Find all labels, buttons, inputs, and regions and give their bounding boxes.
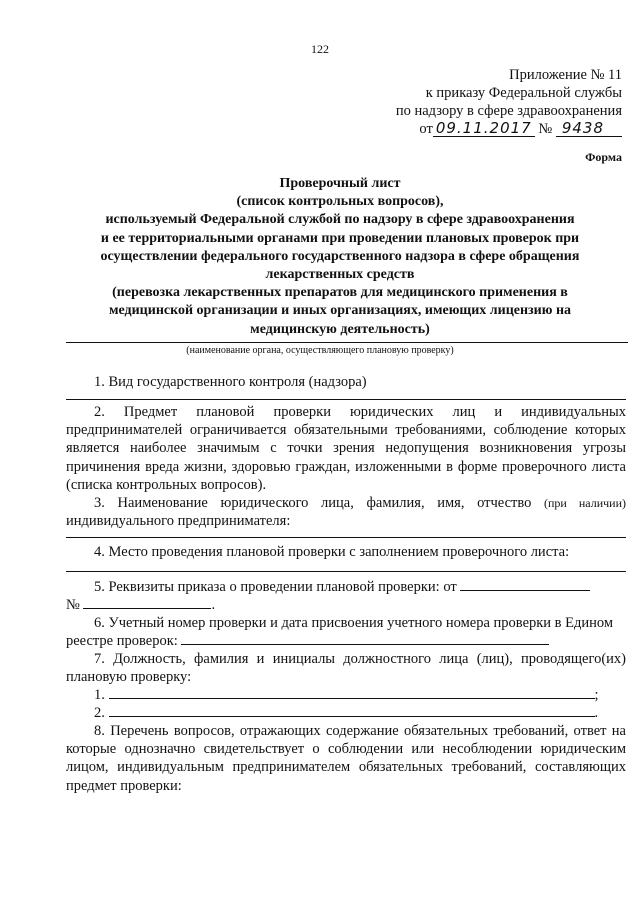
- item-3-note: (при наличии): [544, 496, 627, 510]
- item-7-field-2[interactable]: [109, 704, 595, 717]
- title-line: медицинскую деятельность): [250, 321, 430, 337]
- item-7-end-2: .: [594, 705, 599, 721]
- item-3-entity-name: [66, 494, 626, 530]
- item-5-date-field[interactable]: [460, 578, 590, 591]
- item-2-subject: 2. Предмет плановой проверки юридических лиц и индивидуальных предпринимателей ограничивается обязательными требованиями, соблюдение которых является наиболее значимым с точки зрения недопущения возникновения угрозы причинения вреда жизни, здоровью граждан, изложенными в форме проверочного листа (списка контрольных вопросов).: [66, 404, 626, 493]
- item-7-entry-1: [94, 686, 599, 704]
- title-line: (перевозка лекарственных препаратов для медицинского применения в: [112, 285, 568, 301]
- item-7-entry-2: [94, 704, 598, 722]
- title-line: медицинской организации и иных организациях, имеющих лицензию на: [108, 303, 572, 319]
- item-7-number-2: 2.: [94, 705, 105, 721]
- item-7-inspectors: 7. Должность, фамилия и инициалы должностного лица (лиц), проводящего(их) плановую проверку:: [66, 651, 626, 686]
- authority-name-line[interactable]: [66, 342, 628, 343]
- item-3-answer-line[interactable]: [66, 537, 626, 538]
- page-number: 122: [311, 42, 329, 56]
- form-label: Форма: [585, 150, 622, 164]
- item-6-registry-line2: [66, 632, 549, 650]
- item-1-answer-line[interactable]: [66, 399, 626, 400]
- item-5-order-details: [94, 578, 590, 596]
- item-1-control-type: 1. Вид государственного контроля (надзора): [94, 374, 367, 390]
- handwritten-number: 9438: [556, 120, 622, 137]
- title-line: лекарственных средств: [265, 267, 415, 283]
- title-line: Проверочный лист: [279, 176, 401, 191]
- item-5-number-row: [66, 596, 215, 614]
- item-4-answer-line[interactable]: [66, 571, 626, 572]
- item-6-text: реестре проверок:: [66, 633, 178, 649]
- document-title: [70, 175, 610, 339]
- title-line: осуществлении федерального государственного надзора в сфере обращения: [100, 248, 580, 264]
- authority-caption: (наименование органа, осуществляющего плановую проверку): [186, 345, 454, 356]
- item-5-number-field[interactable]: [83, 596, 211, 609]
- appendix-order-line: к приказу Федеральной службы: [425, 85, 622, 101]
- appendix-agency-line: по надзору в сфере здравоохранения: [395, 103, 622, 119]
- item-4-place: 4. Место проведения плановой проверки с заполнением проверочного листа:: [94, 544, 570, 560]
- item-5-end: .: [211, 597, 216, 613]
- item-5-number-label: №: [66, 597, 80, 613]
- item-3-text: 3. Наименование юридического лица, фамилия, имя, отчество: [94, 495, 532, 511]
- item-7-end-1: ;: [594, 687, 599, 703]
- title-line: и ее территориальными органами при проведении плановых проверок при: [100, 230, 580, 246]
- appendix-title: Приложение № 11: [509, 67, 622, 83]
- item-6-answer-field[interactable]: [181, 632, 549, 645]
- title-line: используемый Федеральной службой по надзору в сфере здравоохранения: [105, 212, 575, 228]
- from-label: от: [419, 121, 433, 137]
- appendix-header: [396, 66, 622, 138]
- title-line: (список контрольных вопросов),: [236, 194, 444, 210]
- item-3-tail: индивидуального предпринимателя:: [66, 513, 291, 530]
- item-6-registry-line1: 6. Учетный номер проверки и дата присвоения учетного номера проверки в Едином: [94, 615, 614, 631]
- item-7-number-1: 1.: [94, 687, 105, 703]
- item-5-text: 5. Реквизиты приказа о проведении плановой проверки: от: [94, 579, 457, 595]
- number-label: №: [538, 121, 553, 137]
- appendix-date-number: [396, 120, 622, 138]
- item-8-questions: 8. Перечень вопросов, отражающих содержание обязательных требований, ответ на которые однозначно свидетельствует о соблюдении или несоблюдении юридическим лицом, индивидуальным предпринимателем обязательных требований, составляющих предмет проверки:: [66, 723, 626, 794]
- handwritten-date: 09.11.2017: [433, 120, 535, 137]
- item-7-field-1[interactable]: [109, 686, 595, 699]
